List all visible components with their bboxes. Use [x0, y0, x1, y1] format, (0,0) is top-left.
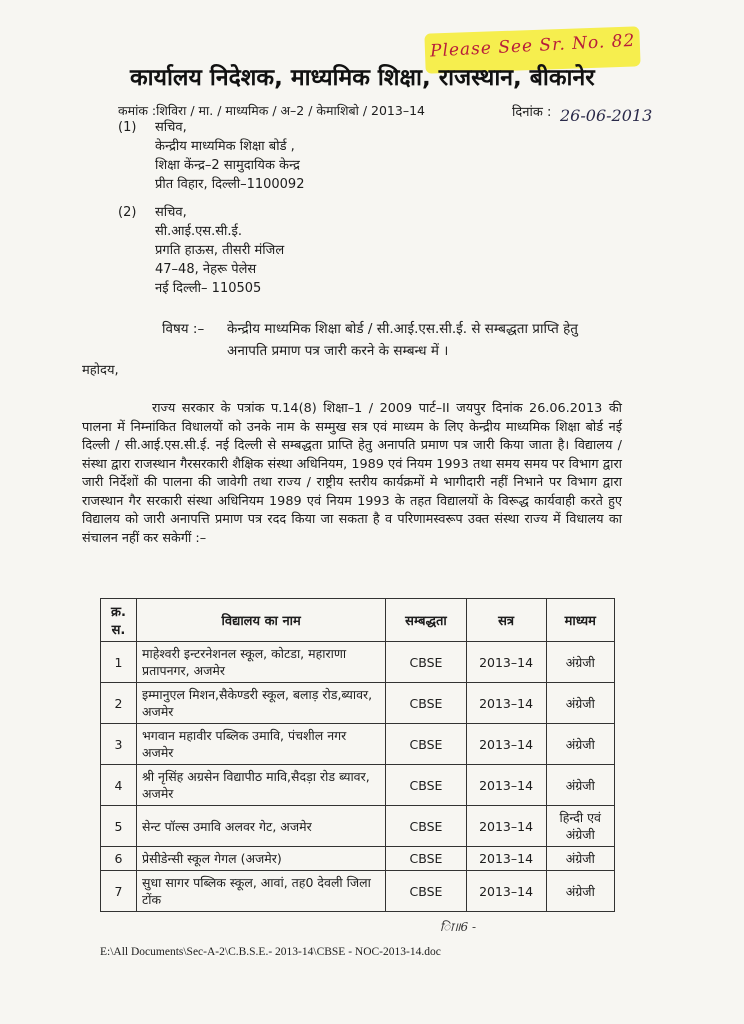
address-line: शिक्षा केंन्द्र–2 सामुदायिक केन्द्र [155, 158, 300, 173]
cell-serial: 5 [101, 806, 137, 847]
addressee-1 [118, 118, 418, 198]
cell-school-name: प्रेसीडेन्सी स्कूल गेगल (अजमेर) [137, 847, 386, 871]
table-row [101, 847, 615, 871]
header-serial: क्र. स. [101, 599, 137, 642]
cell-affiliation: CBSE [386, 642, 466, 683]
school-table [100, 598, 615, 912]
addressee-number: (2) [118, 205, 137, 220]
addressee-2 [118, 203, 418, 303]
cell-affiliation: CBSE [386, 724, 466, 765]
cell-serial: 3 [101, 724, 137, 765]
addressee-number: (1) [118, 120, 137, 135]
table-row [101, 765, 615, 806]
cell-medium: अंग्रेजी [546, 642, 614, 683]
office-title: कार्यालय निदेशक, माध्यमिक शिक्षा, राजस्थान, बीकानेर [130, 65, 595, 91]
address-line: सी.आई.एस.सी.ई. [155, 224, 243, 239]
cell-session: 2013–14 [466, 724, 546, 765]
header-medium: माध्यम [546, 599, 614, 642]
cell-school-name: सेन्ट पॉल्स उमावि अलवर गेट, अजमेर [137, 806, 386, 847]
file-path: E:\All Documents\Sec-A-2\C.B.S.E.- 2013-14\CBSE - NOC-2013-14.doc [100, 946, 441, 958]
address-line: सचिव, [155, 205, 187, 220]
cell-serial: 6 [101, 847, 137, 871]
address-line: केन्द्रीय माध्यमिक शिक्षा बोर्ड , [155, 139, 295, 154]
table-header-row [101, 599, 615, 642]
cell-medium: अंग्रेजी [546, 847, 614, 871]
cell-session: 2013–14 [466, 642, 546, 683]
cell-school-name: भगवान महावीर पब्लिक उमावि, पंचशील नगर अजमेर [137, 724, 386, 765]
table-row [101, 871, 615, 912]
cell-medium: अंग्रेजी [546, 765, 614, 806]
cell-serial: 7 [101, 871, 137, 912]
cell-school-name: माहेश्वरी इन्टरनेशनल स्कूल, कोटडा, महाराणा प्रतापनगर, अजमेर [137, 642, 386, 683]
header-school-name: विद्यालय का नाम [137, 599, 386, 642]
handwritten-initials: िा॥6 - [440, 920, 477, 934]
table-row [101, 683, 615, 724]
cell-serial: 1 [101, 642, 137, 683]
cell-session: 2013–14 [466, 847, 546, 871]
cell-medium: हिन्दी एवं अंग्रेजी [546, 806, 614, 847]
cell-affiliation: CBSE [386, 683, 466, 724]
cell-affiliation: CBSE [386, 806, 466, 847]
header-affiliation: सम्बद्धता [386, 599, 466, 642]
cell-school-name: इम्मानुएल मिशन,सैकेण्डरी स्कूल, बलाड़ रोड,ब्यावर, अजमेर [137, 683, 386, 724]
cell-medium: अंग्रेजी [546, 871, 614, 912]
date-label: दिनांक : [512, 105, 552, 120]
cell-serial: 4 [101, 765, 137, 806]
cell-school-name: सुधा सागर पब्लिक स्कूल, आवां, तह0 देवली जिला टोंक [137, 871, 386, 912]
cell-serial: 2 [101, 683, 137, 724]
cell-affiliation: CBSE [386, 847, 466, 871]
cell-school-name: श्री नृसिंह अग्रसेन विद्यापीठ मावि,सैदड़ा रोड ब्यावर, अजमेर [137, 765, 386, 806]
subject-block [162, 318, 632, 364]
cell-session: 2013–14 [466, 765, 546, 806]
body-paragraph: राज्य सरकार के पत्रांक प.14(8) शिक्षा–1 / 2009 पार्ट–II जयपुर दिनांक 26.06.2013 की पालना में निम्नांकित विधालयों को उनके नाम के सम्मुख सत्र एवं माध्यम के लिए केन्द्रीय माध्यमिक शिक्षा बोर्ड नई दिल्ली / सी.आई.एस.सी.ई. नई दिल्ली से सम्बद्धता प्राप्ति हेतु अनापति प्रमाण पत्र जारी किया जाता है। विद्यालय / संस्था द्वारा राजस्थान गैरसरकारी शैक्षिक संस्था अधिनियम, 1989 एवं नियम 1993 तथा समय समय पर विभाग द्वारा जारी निर्देशों की पालना की जावेगी तथा राज्य / राष्ट्रीय स्तरीय कार्यक्रमों मे भागीदारी नहीं निभाने पर विभाग द्वारा राजस्थान गैर सरकारी संस्था अधिनियम 1989 एवं नियम 1993 के तहत विद्यालयों के विरूद्ध कार्यवाही करते हुए विद्यालय को जारी अनापत्ति प्रमाण पत्र रदद किया जा सकता है व परिणामस्वरूप उक्त संस्था राज्य में विधालय का संचालन नहीं कर सकेगीं :– [82, 401, 622, 546]
address-line: सचिव, [155, 120, 187, 135]
handwritten-note: Please See Sr. No. 82 [429, 30, 636, 62]
reference-number: कमांक :शिविरा / मा. / माध्यमिक / अ–2 / केमाशिबो / 2013–14 [118, 103, 425, 118]
table-row [101, 724, 615, 765]
cell-session: 2013–14 [466, 683, 546, 724]
subject-text: केन्द्रीय माध्यमिक शिक्षा बोर्ड / सी.आई.एस.सी.ई. से सम्बद्धता प्राप्ति हेतु अनापति प्रमाण पत्र जारी करने के सम्बन्ध में । [227, 321, 578, 359]
address-line: प्रगति हाऊस, तीसरी मंजिल [155, 243, 285, 258]
cell-medium: अंग्रेजी [546, 724, 614, 765]
cell-affiliation: CBSE [386, 871, 466, 912]
cell-session: 2013–14 [466, 871, 546, 912]
cell-medium: अंग्रेजी [546, 683, 614, 724]
table-row [101, 806, 615, 847]
cell-session: 2013–14 [466, 806, 546, 847]
subject-label: विषय :– [162, 321, 205, 337]
header-session: सत्र [466, 599, 546, 642]
handwritten-date: 26-06-2013 [560, 106, 653, 125]
address-line: प्रीत विहार, दिल्ली–1100092 [155, 177, 305, 192]
table-row [101, 642, 615, 683]
salutation: महोदय, [82, 363, 119, 378]
address-line: नई दिल्ली– 110505 [155, 281, 262, 296]
address-line: 47–48, नेहरू पेलेस [155, 262, 257, 277]
cell-affiliation: CBSE [386, 765, 466, 806]
